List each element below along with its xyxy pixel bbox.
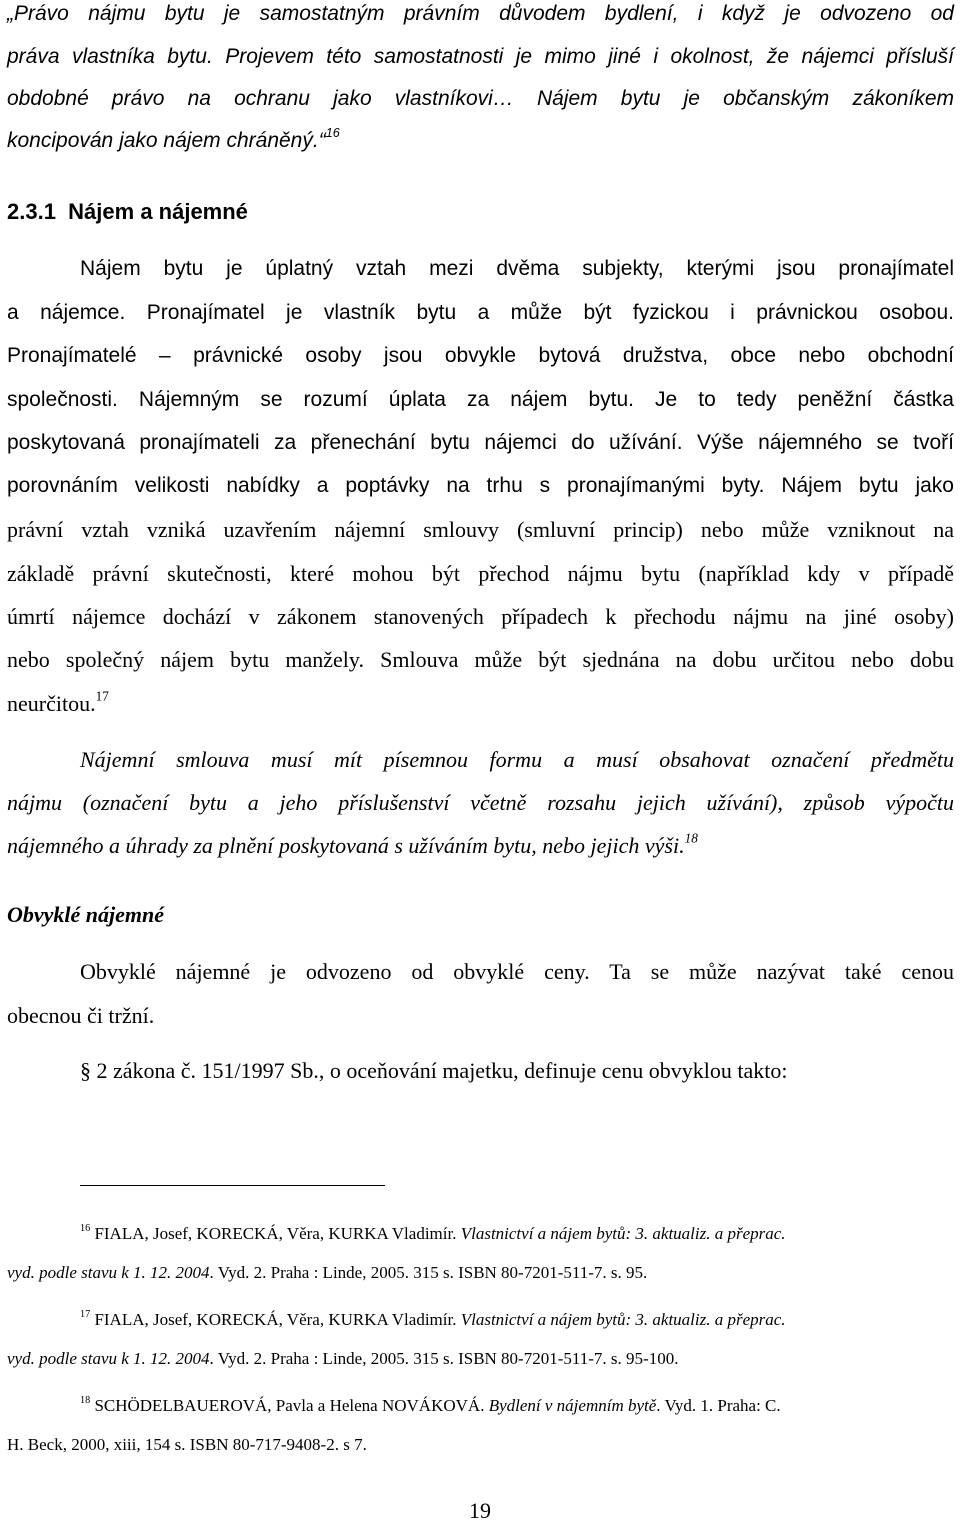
footnote-17-authors: FIALA, Josef, KORECKÁ, Věra, KURKA Vladimír. [90,1310,461,1329]
footnote-16-number: 16 [80,1222,91,1234]
footnote-18-line-1 [80,1394,781,1415]
footnote-ref-17[interactable]: 17 [95,688,109,704]
footnote-16-title-cont: vyd. podle stavu k 1. 12. 2004 [7,1263,210,1282]
footnote-16-line-2 [7,1264,647,1281]
italic-line-2: nájmu (označení bytu a jeho příslušenství včetně rozsahu jejich užívání), způsob výpočtu [7,790,954,815]
body-line-6: porovnáním velikosti nabídky a poptávky na trhu s pronajímanými byty. Nájem bytu jako [7,474,954,497]
quote-line-2: práva vlastníka bytu. Projevem této samostatnosti je mimo jiné i okolnost, že nájemci přísluší [7,45,954,68]
italic-line-3 [7,830,698,858]
body-line-11-text: neurčitou. [7,691,96,716]
sub-paragraph-line-1: Obvyklé nájemné je odvozeno od obvyklé ceny. Ta se může nazývat také cenou [80,959,954,984]
footnote-16-authors: FIALA, Josef, KORECKÁ, Věra, KURKA Vladimír. [90,1224,461,1243]
law-reference-text: 2 zákona č. 151/1997 Sb., o oceňování majetku, definuje cenu obvyklou takto: [91,1058,788,1083]
law-reference [80,1060,788,1082]
body-line-11 [7,688,109,716]
page-number: 19 [469,1498,491,1523]
footnote-17-number: 17 [80,1308,91,1320]
body-line-3: Pronajímatelé – právnické osoby jsou obvykle bytová družstva, obce nebo obchodní [7,344,954,367]
footnote-17-line-1 [80,1308,786,1329]
footnote-17-rest: . Vyd. 2. Praha : Linde, 2005. 315 s. ISBN 80-7201-511-7. s. 95-100. [209,1349,679,1368]
body-line-9: úmrtí nájemce dochází v zákonem stanovených případech k přechodu nájmu na jiné osoby) [7,604,954,629]
footnote-separator [80,1185,385,1186]
footnote-18-title: Bydlení v nájemním bytě [488,1396,657,1415]
body-line-2: a nájemce. Pronajímatel je vlastník bytu a může být fyzickou i právnickou osobou. [7,301,954,324]
quote-line-4-text: koncipován jako nájem chráněný.“ [7,129,326,152]
italic-line-3-text: nájemného a úhrady za plnění poskytovaná s užíváním bytu, nebo jejich výši. [7,833,685,858]
paragraph-sign-icon: § [80,1058,91,1083]
body-line-10: nebo společný nájem bytu manžely. Smlouva může být sjednána na dobu určitou nebo dobu [7,647,954,672]
body-line-8: základě právní skutečnosti, které mohou být přechod nájmu bytu (například kdy v případě [7,561,954,586]
footnote-17-title-cont: vyd. podle stavu k 1. 12. 2004 [7,1349,210,1368]
body-line-7: právní vztah vzniká uzavřením nájemní smlouvy (smluvní princip) nebo může vzniknout na [7,517,954,542]
footnote-17-line-2 [7,1350,678,1367]
footnote-16-line-1 [80,1222,786,1243]
body-line-4: společnosti. Nájemným se rozumí úplata za nájem bytu. Je to tedy peněžní částka [7,388,954,411]
footnote-17-title: Vlastnictví a nájem bytů: 3. aktualiz. a přeprac. [460,1310,786,1329]
body-line-5: poskytovaná pronajímateli za přenechání bytu nájemci do užívání. Výše nájemného se tvoří [7,431,954,454]
footnote-18-authors: SCHÖDELBAUEROVÁ, Pavla a Helena NOVÁKOVÁ. [90,1396,489,1415]
body-line-1: Nájem bytu je úplatný vztah mezi dvěma subjekty, kterými jsou pronajímatel [80,257,954,280]
quote-line-3: obdobné právo na ochranu jako vlastníkovi… Nájem bytu je občanským zákoníkem [7,87,954,110]
footnote-16-title: Vlastnictví a nájem bytů: 3. aktualiz. a přeprac. [460,1224,786,1243]
footnote-ref-18[interactable]: 18 [684,830,698,846]
italic-line-1: Nájemní smlouva musí mít písemnou formu a musí obsahovat označení předmětu [80,747,954,772]
section-number: 2.3.1 [7,199,56,224]
footnote-18-number: 18 [80,1394,91,1406]
section-heading [7,201,248,223]
footnote-ref-16[interactable]: 16 [325,125,340,140]
footnote-16-rest: . Vyd. 2. Praha : Linde, 2005. 315 s. ISBN 80-7201-511-7. s. 95. [209,1263,648,1282]
quote-line-4 [7,125,340,152]
sub-paragraph-line-2: obecnou či tržní. [7,1003,155,1028]
subheading-obvykle-najemne: Obvyklé nájemné [7,902,165,927]
quote-line-1: „Právo nájmu bytu je samostatným právním důvodem bydlení, i když je odvozeno od [7,2,954,25]
footnote-18-line-2: H. Beck, 2000, xiii, 154 s. ISBN 80-717-9408-2. s 7. [7,1435,367,1454]
footnote-18-rest: . Vyd. 1. Praha: C. [656,1396,781,1415]
section-title: Nájem a nájemné [68,199,248,224]
